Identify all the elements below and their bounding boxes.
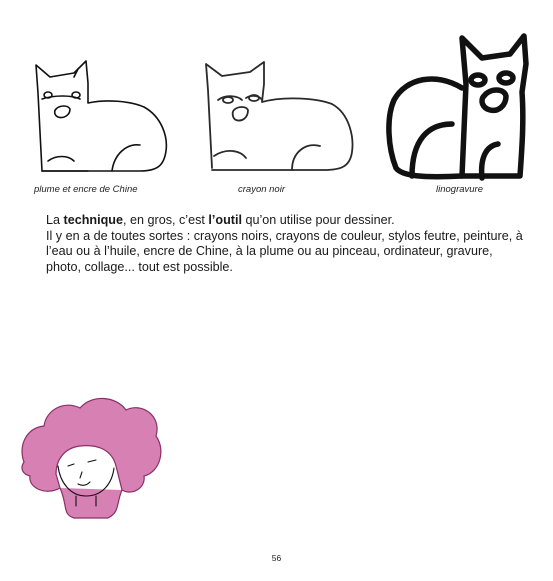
cat-pen-ink-illustration (28, 55, 176, 180)
caption-pen-ink: plume et encre de Chine (34, 184, 138, 195)
paragraph-definition: La technique, en gros, c’est l’outil qu’on utilise pour dessiner. (46, 213, 395, 227)
page-number: 56 (271, 553, 282, 563)
watercolor-girl-illustration (16, 392, 166, 522)
term-technique: technique (63, 213, 123, 227)
term-outil: l’outil (208, 213, 242, 227)
cat-pencil-illustration (198, 60, 358, 180)
paragraph-tool-list: Il y en a de toutes sortes : crayons noirs, crayons de couleur, stylos feutre, peinture, à l’eau ou à l’huile, encre de Chine, à la plume ou au pinceau, ordinateur, gravure, photo, collage... tout est possible. (46, 228, 523, 274)
caption-pencil: crayon noir (238, 184, 285, 195)
cat-linocut-illustration (382, 28, 532, 183)
caption-linocut: linogravure (436, 184, 483, 195)
body-text (46, 213, 526, 275)
